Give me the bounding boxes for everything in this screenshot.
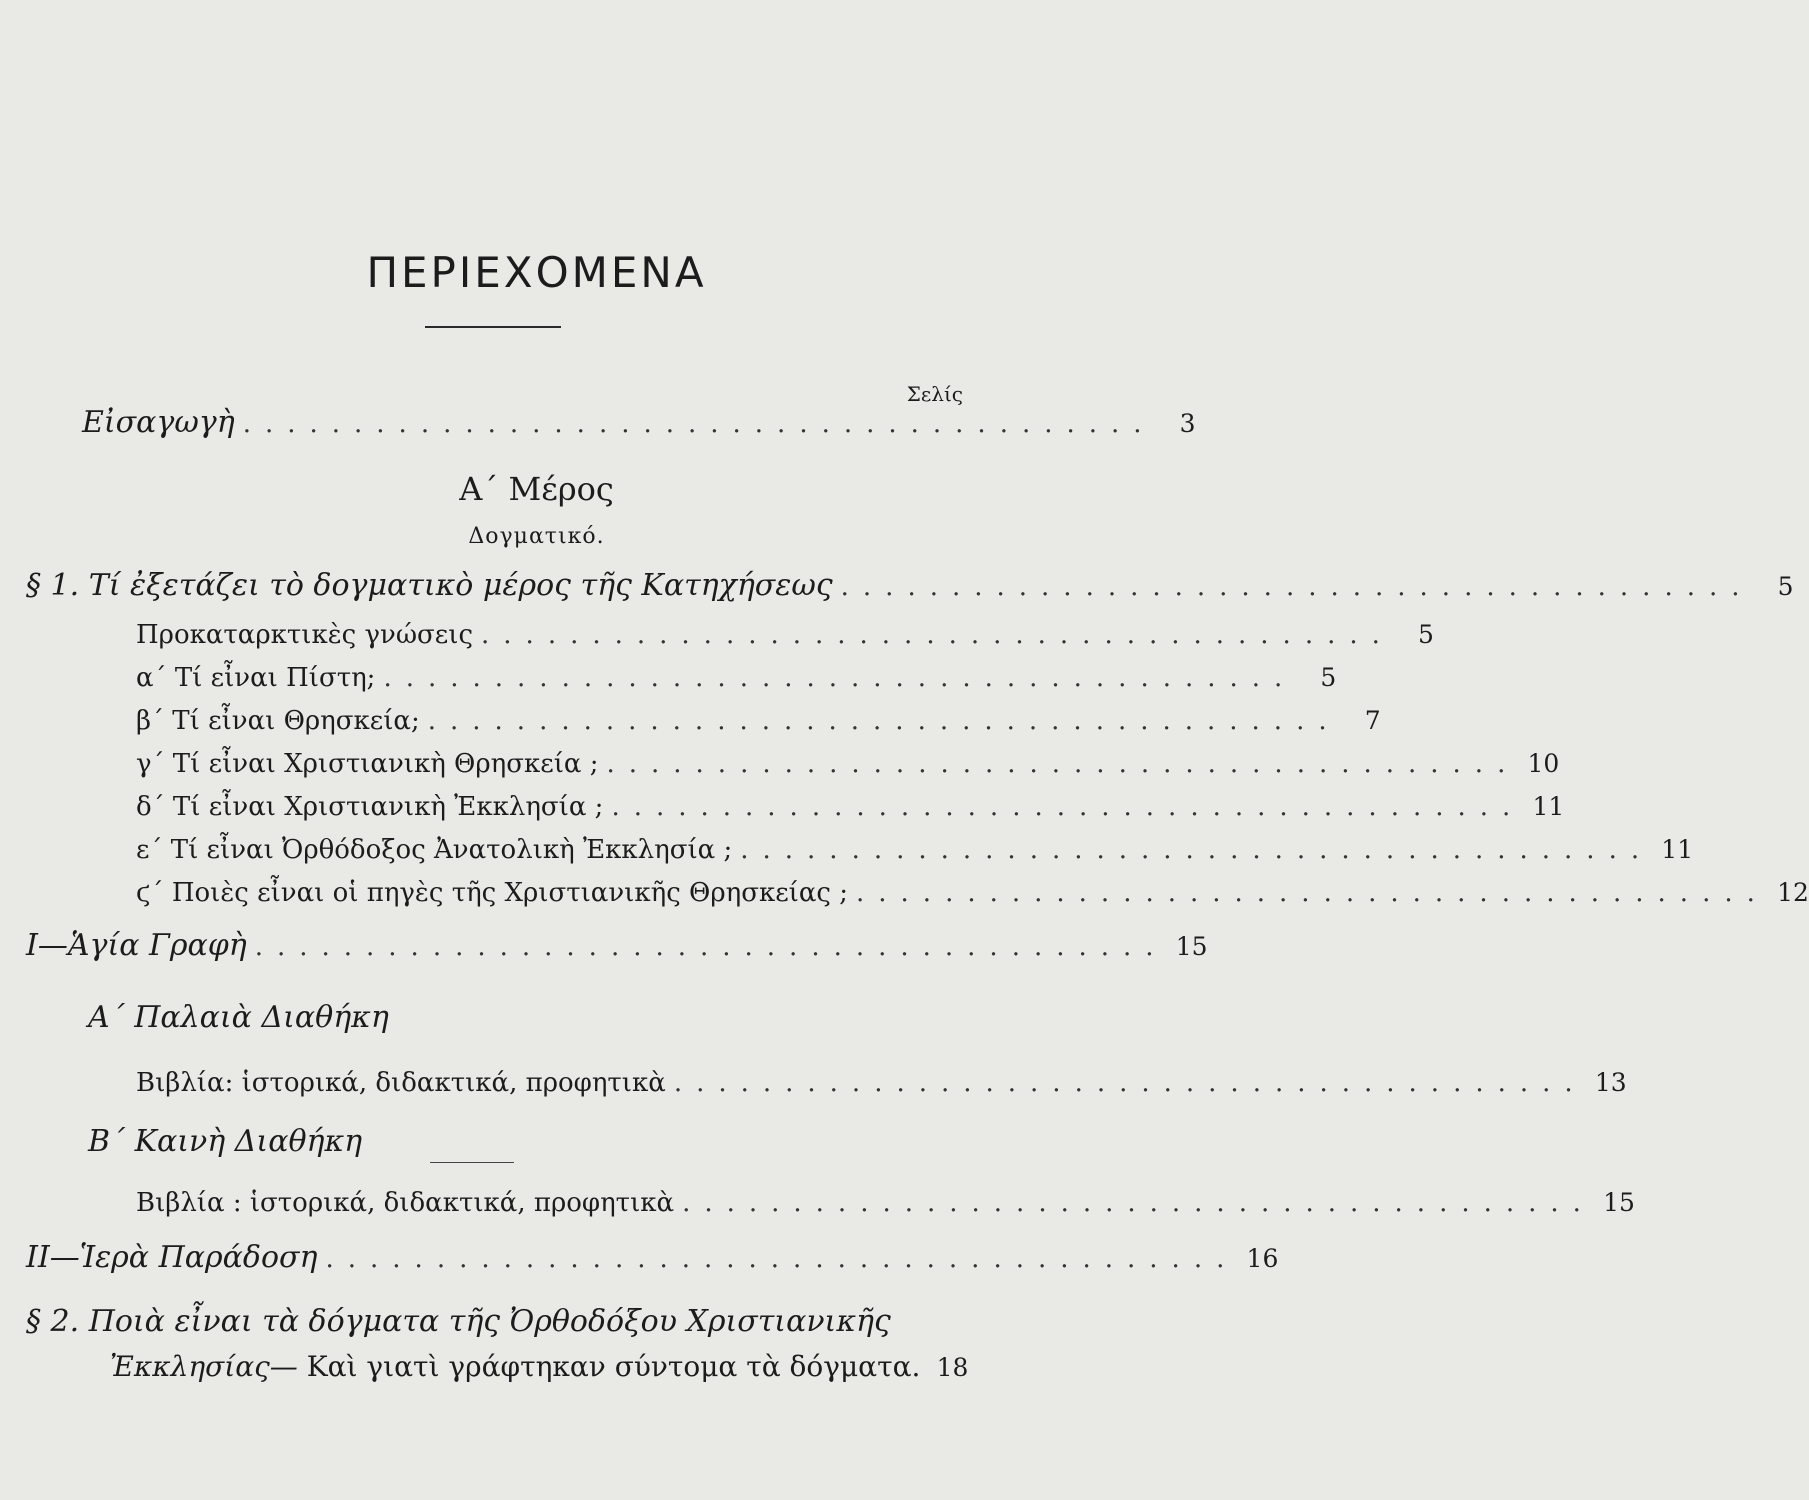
- toc-entry-page: 13: [1594, 1068, 1627, 1097]
- leader-dots: .........................................: [840, 572, 1754, 602]
- toc-entry-intro: [82, 405, 1196, 440]
- toc-entry-label: Βιβλία: ἱστορικά, διδακτικά, προφητικὰ: [136, 1068, 666, 1098]
- toc-entry-page: 15: [1603, 1188, 1635, 1217]
- toc-entry-label: ϛ΄ Ποιὲς εἶναι οἱ πηγὲς τῆς Χριστιανικῆς Θρησκείας ;: [136, 878, 849, 908]
- page-column-header: Σελίς: [906, 382, 963, 406]
- toc-entry-label: α΄ Τί εἶναι Πίστη;: [136, 663, 376, 693]
- toc-entry-label: II—Ἱερὰ Παράδοση: [26, 1240, 318, 1275]
- leader-dots: .........................................: [740, 835, 1654, 865]
- old-testament-heading: Α΄ Παλαιὰ Διαθήκη: [88, 1000, 389, 1035]
- page-title: ΠΕΡΙΕΧΟΜΕΝΑ: [366, 248, 707, 297]
- toc-entry-label: [110, 1350, 920, 1383]
- toc-subentry: [136, 878, 1809, 908]
- leader-dots: .........................................: [606, 749, 1520, 779]
- toc-entry-section-2-line2: [110, 1350, 969, 1383]
- toc-entry-page: 10: [1527, 749, 1560, 778]
- toc-subentry: [136, 706, 1381, 736]
- toc-subentry: [136, 1068, 1627, 1098]
- toc-entry-label: β΄ Τί εἶναι Θρησκεία;: [136, 706, 420, 736]
- toc-entry-page: 7: [1364, 706, 1381, 735]
- leader-dots: .........................................: [611, 792, 1525, 822]
- leader-dots: .........................................: [481, 620, 1394, 650]
- toc-entry-page: 11: [1532, 792, 1565, 821]
- toc-entry-part-2: [26, 1240, 1279, 1275]
- toc-entry-label: γ΄ Τί εἶναι Χριστιανικὴ Θρησκεία ;: [136, 749, 599, 779]
- toc-entry-page: 5: [1417, 620, 1434, 649]
- toc-subentry: [136, 620, 1434, 650]
- toc-entry-section-1: [26, 568, 1794, 603]
- leader-dots: .........................................: [682, 1188, 1595, 1218]
- leader-dots: .........................................: [325, 1244, 1239, 1274]
- toc-subentry: [136, 792, 1565, 822]
- leader-dots: .........................................: [254, 932, 1168, 962]
- toc-subentry: [136, 1188, 1635, 1218]
- toc-subentry: [136, 835, 1694, 865]
- section-2-italic: Ἐκκλησίας—: [110, 1350, 298, 1383]
- leader-dots: .........................................: [856, 878, 1769, 908]
- toc-entry-label: Προκαταρκτικὲς γνώσεις: [136, 620, 474, 650]
- toc-entry-section-2-line1: § 2. Ποιὰ εἶναι τὰ δόγματα τῆς Ὀρθοδόξου Χριστιανικῆς: [26, 1304, 891, 1339]
- toc-entry-label: § 1. Τί ἐξετάζει τὸ δογματικὸ μέρος τῆς Κατηχήσεως: [26, 568, 833, 603]
- toc-entry-label: δ΄ Τί εἶναι Χριστιανικὴ Ἐκκλησία ;: [136, 792, 604, 822]
- toc-entry-page: 16: [1246, 1244, 1279, 1273]
- toc-entry-page: 5: [1320, 663, 1337, 692]
- toc-entry-label: Εἰσαγωγὴ: [82, 405, 235, 440]
- toc-entry-part-1: [26, 928, 1208, 963]
- divider: [430, 1162, 514, 1163]
- part-subtitle: Δογματικό.: [468, 524, 605, 549]
- toc-entry-page: 3: [1179, 409, 1196, 438]
- toc-entry-label: ε΄ Τί εἶναι Ὀρθόδοξος Ἀνατολικὴ Ἐκκλησία ;: [136, 835, 733, 865]
- toc-entry-page: 11: [1661, 835, 1694, 864]
- new-testament-heading: Β΄ Καινὴ Διαθήκη: [88, 1124, 363, 1159]
- toc-entry-page: 5: [1777, 572, 1794, 601]
- toc-subentry: [136, 749, 1560, 779]
- toc-entry-page: 15: [1175, 932, 1208, 961]
- leader-dots: .........................................: [673, 1068, 1587, 1098]
- toc-entry-label: I—Ἁγία Γραφὴ: [26, 928, 247, 963]
- title-rule: [425, 326, 561, 328]
- section-2-rest: Καὶ γιατὶ γράφτηκαν σύντομα τὰ δόγματα.: [297, 1350, 921, 1383]
- toc-entry-label: Βιβλία : ἱστορικά, διδακτικά, προφητικὰ: [136, 1188, 675, 1218]
- toc-entry-page: 12: [1777, 878, 1809, 907]
- leader-dots: .........................................: [427, 706, 1341, 736]
- toc-subentry: [136, 663, 1337, 693]
- leader-dots: .........................................: [242, 409, 1156, 439]
- toc-entry-page: 18: [936, 1353, 969, 1382]
- part-title: Α΄ Μέρος: [459, 470, 614, 508]
- leader-dots: .........................................: [383, 663, 1297, 693]
